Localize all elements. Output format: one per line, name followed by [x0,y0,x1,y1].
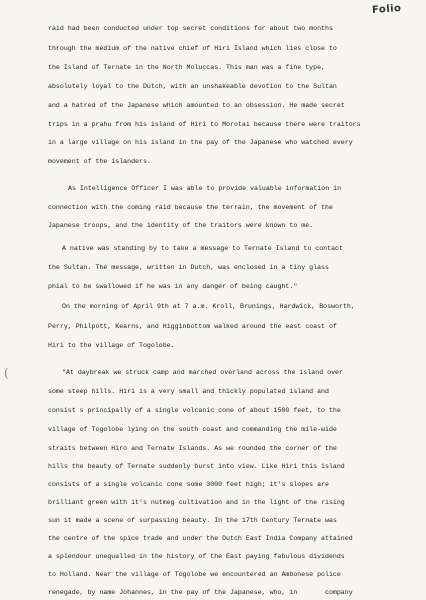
text-line: the Sultan. The message, written in Dutch, was enclosed in a tiny glass [48,264,329,271]
text-line: Perry, Philpott, Kearns, and Higginbottom walked around the east coast of [48,323,337,330]
text-line: A native was standing by to take a message to Ternate Island to contact [62,245,343,252]
text-line: consist s principally of a single volcanic cone of about 1500 feet, to the [48,407,341,414]
text-line: "At daybreak we struck camp and marched overland across the island over [62,369,343,376]
text-line: trips in a prahu from his island of Hiri to Morotai because there were traitors [48,121,361,128]
margin-mark: ( [4,366,9,380]
folio-stamp: Folio [371,2,402,17]
text-line: sun it made a scene of surpassing beauty. In the 17th Century Ternate was [48,517,337,524]
text-line: and a hatred of the Japanese which amounted to an obsession. He made secret [48,102,345,109]
text-line: a splendour unequalled in the history of the East paying fabulous dividends [48,553,345,560]
text-line: straits between Hiro and Ternate Islands. As we rounded the corner of the [48,445,337,452]
text-line: raid had been conducted under top secret conditions for about two months [48,25,333,32]
text-line: phial to be swallowed if he was in any danger of being caught." [48,283,298,290]
text-line: in a large village on his island in the pay of the Japanese who watched every [48,139,353,146]
text-line: connection with the coming raid because the terrain, the movement of the [48,204,333,211]
text-line: renegade, by name Johannes, in the pay of the Japanese, who, in company [48,589,353,596]
text-line: brilliant green with it's nutmeg cultivation and in the light of the rising [48,499,345,506]
text-line: consists of a single volcanic cone some 3000 feet high; it's slopes are [48,481,329,488]
text-line: Hiri to the village of Togolobe. [48,342,175,349]
text-line: to Holland. Near the village of Togolobe we encountered an Ambonese police [48,571,341,578]
text-line: movement of the islanders. [48,158,151,165]
text-line: On the morning of April 9th at 7 a.m. Kroll, Brunings, Hardwick, Bosworth, [62,303,355,310]
text-line: the Island of Ternate in the North Moluccas. This man was a fine type, [48,64,325,71]
text-line: absolutely loyal to the Dutch, with an unshakeable devotion to the Sultan [48,83,337,90]
text-line: some steep hills. Hiri is a very small and thickly populated island and [48,388,329,395]
text-line: As Intelligence Officer I was able to provide valuable information in [68,185,342,192]
text-line: village of Togolobe lying on the south coast and commanding the mile-wide [48,426,337,433]
text-line: the centre of the spice trade and under the Dutch East India Company attained [48,535,353,542]
text-line: through the medium of the native chief of Hiri Island which lies close to [48,45,337,52]
text-line: Japanese troops, and the identity of the traitors were known to me. [48,222,314,229]
text-line: hills the beauty of Ternate suddenly burst into view. Like Hiri this island [48,463,345,470]
